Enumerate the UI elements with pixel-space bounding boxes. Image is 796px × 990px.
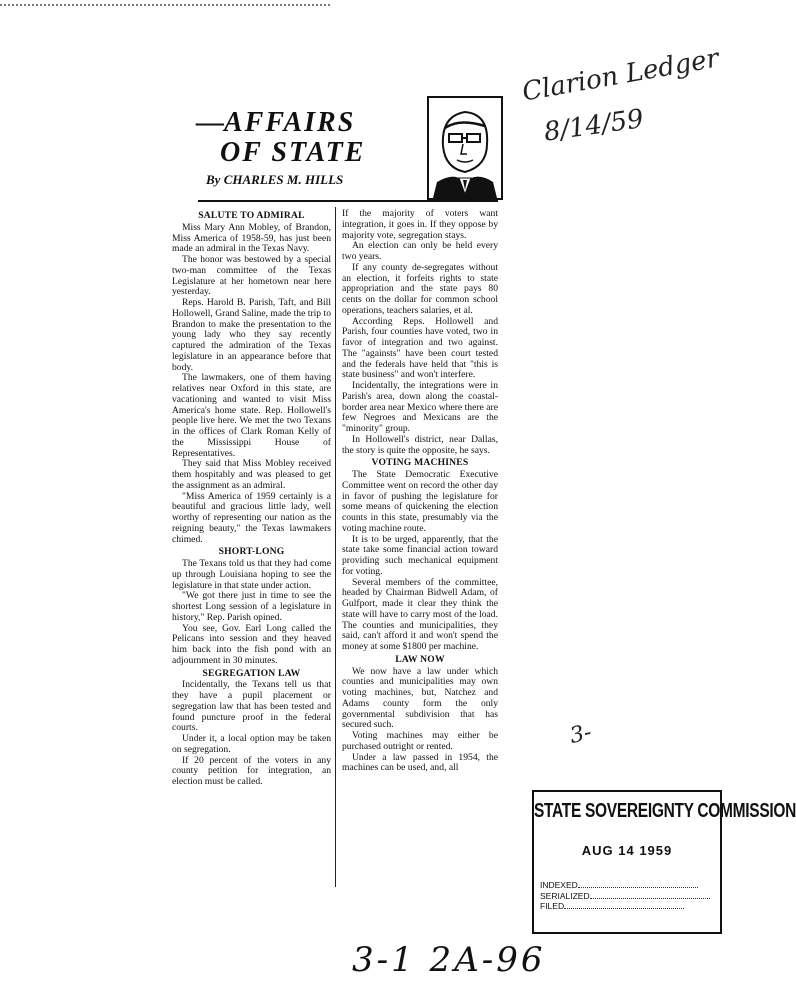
- handwritten-margin-mark: 3-: [567, 720, 594, 749]
- section-heading: SHORT-LONG: [218, 546, 285, 558]
- stamp-field-line: [590, 898, 710, 899]
- article-column-1: [172, 209, 331, 788]
- section-heading: LAW NOW: [395, 653, 445, 665]
- stamp-field-label: INDEXED: [540, 880, 578, 890]
- top-dotted-rule: [0, 4, 330, 6]
- article-column-2: [342, 209, 498, 774]
- handwritten-date: 8/14/59: [542, 104, 646, 148]
- article-paragraph: Incidentally, the integrations were in Parish's area, down along the coastal-border area near Mexico where there are few Negroes and Mexicans are the "minority" group.: [342, 380, 498, 434]
- article-paragraph: You see, Gov. Earl Long called the Pelicans into session and they heaved him back into the fish pond with an adjournment in 30 minutes.: [172, 622, 331, 666]
- stamp-field-label: FILED: [540, 901, 565, 911]
- article-paragraph: Voting machines may either be purchased outright or rented.: [342, 730, 498, 752]
- commission-stamp: [532, 790, 796, 934]
- article-paragraph: Under a law passed in 1954, the machines can be used, and, all: [342, 751, 498, 774]
- portrait-icon: [429, 98, 501, 198]
- article-paragraph: If any county de-segregates without an election, it forfeits rights to state appropriation and the state pays 80 cents on the dollar for common school operations, teachers salaries, et al.: [342, 261, 498, 316]
- article-paragraph: According Reps. Hollowell and Parish, four counties have voted, two in favor of integration and two against. The "againsts" have been court tested and the federals have held that "this is state business" and won't interfere.: [342, 315, 498, 381]
- article-paragraph: The honor was bestowed by a special two-man committee of the Texas Legislature at her hometown near here yesterday.: [172, 254, 331, 298]
- masthead-title-line1: —AFFAIRS: [196, 107, 356, 138]
- handwritten-source: Clarion Ledger: [520, 43, 722, 108]
- file-number: 3-1 2A-96: [352, 940, 546, 980]
- section-heading: VOTING MACHINES: [371, 457, 469, 469]
- stamp-date: AUG 14 1959: [581, 843, 673, 858]
- article-paragraph: The Texans told us that they had come up through Louisiana hoping to see the legislature in that state under action.: [172, 558, 331, 591]
- section-heading: SEGREGATION LAW: [202, 667, 301, 679]
- section-heading: SALUTE TO ADMIRAL: [198, 210, 305, 221]
- byline: By CHARLES M. HILLS: [206, 172, 344, 187]
- stamp-field-line: [578, 887, 698, 888]
- article-paragraph: Several members of the committee, headed by Chairman Bidwell Adam, of Gulfport, made it clear they think the state will have to carry most of the load. The counties and municipalities, they said, can't afford it and won't spend the money at some $1800 per machine.: [342, 576, 498, 652]
- author-portrait: [427, 96, 503, 200]
- column-masthead: [196, 108, 392, 188]
- stamp-title: STATE SOVEREIGNTY COMMISSION: [534, 800, 796, 823]
- article-paragraph: Under it, a local option may be taken on segregation.: [172, 733, 331, 755]
- stamp-field-label: SERIALIZED: [540, 890, 590, 901]
- article-paragraph: The State Democratic Executive Committee went on record the other day in favor of pushing the legislature for some means of quickening the election counts in this state, presumably via the voting machine route.: [342, 469, 498, 534]
- article-paragraph: If 20 percent of the voters in any county petition for integration, an election must be called.: [172, 754, 331, 787]
- article-paragraph: The lawmakers, one of them having relatives near Oxford in this state, are vacationing and wanted to visit Miss America's home state. Rep. Hollowell's people live here. We met the two Texans in the offices of Clark Roman Kelly of the Mississippi House of Representatives.: [172, 372, 331, 459]
- masthead-title-line2: OF STATE: [220, 137, 366, 168]
- article-paragraph: An election can only be held every two years.: [342, 240, 498, 262]
- column-divider: [335, 207, 336, 887]
- article-paragraph: If the majority of voters want integration, it goes in. If they oppose by majority vote, segregation stays.: [342, 208, 498, 241]
- stamp-field-indexed: [540, 880, 710, 891]
- article-paragraph: Reps. Harold B. Parish, Taft, and Bill Hollowell, Grand Saline, made the trip to Brandon to make the presentation to the young lady who they say recently captured the admiration of the Texas legislature in an appearance before that body.: [172, 297, 331, 373]
- article-paragraph: We now have a law under which counties and municipalities may own voting machines, but, Natchez and Adams county form the only governmental subdivision that has secured such.: [342, 665, 498, 731]
- article-paragraph: "We got there just in time to see the shortest Long session of a legislature in history," Rep. Parish opined.: [172, 590, 331, 623]
- article-paragraph: Miss Mary Ann Mobley, of Brandon, Miss America of 1958-59, has just been made an admiral in the Texas Navy.: [172, 221, 331, 255]
- article-paragraph: In Hollowell's district, near Dallas, the story is quite the opposite, he says.: [342, 433, 498, 456]
- article-paragraph: It is to be urged, apparently, that the state take some financial action toward providing such mechanical equipment for voting.: [342, 533, 498, 577]
- stamp-field-line: [564, 908, 684, 909]
- article-paragraph: "Miss America of 1959 certainly is a beautiful and gracious little lady, well worthy of representing our nation as the reigning beauty," the Texas lawmakers chimed.: [172, 490, 331, 545]
- article-paragraph: Incidentally, the Texans tell us that they have a pupil placement or segregation law that has been tested and found puncture proof in the federal courts.: [172, 679, 331, 734]
- article-paragraph: They said that Miss Mobley received them hospitably and was pleased to get the assignment as an admiral.: [172, 458, 331, 491]
- stamp-field-serialized: [540, 891, 710, 902]
- stamp-field-filed: [540, 901, 710, 912]
- stamp-field-list: [540, 880, 710, 912]
